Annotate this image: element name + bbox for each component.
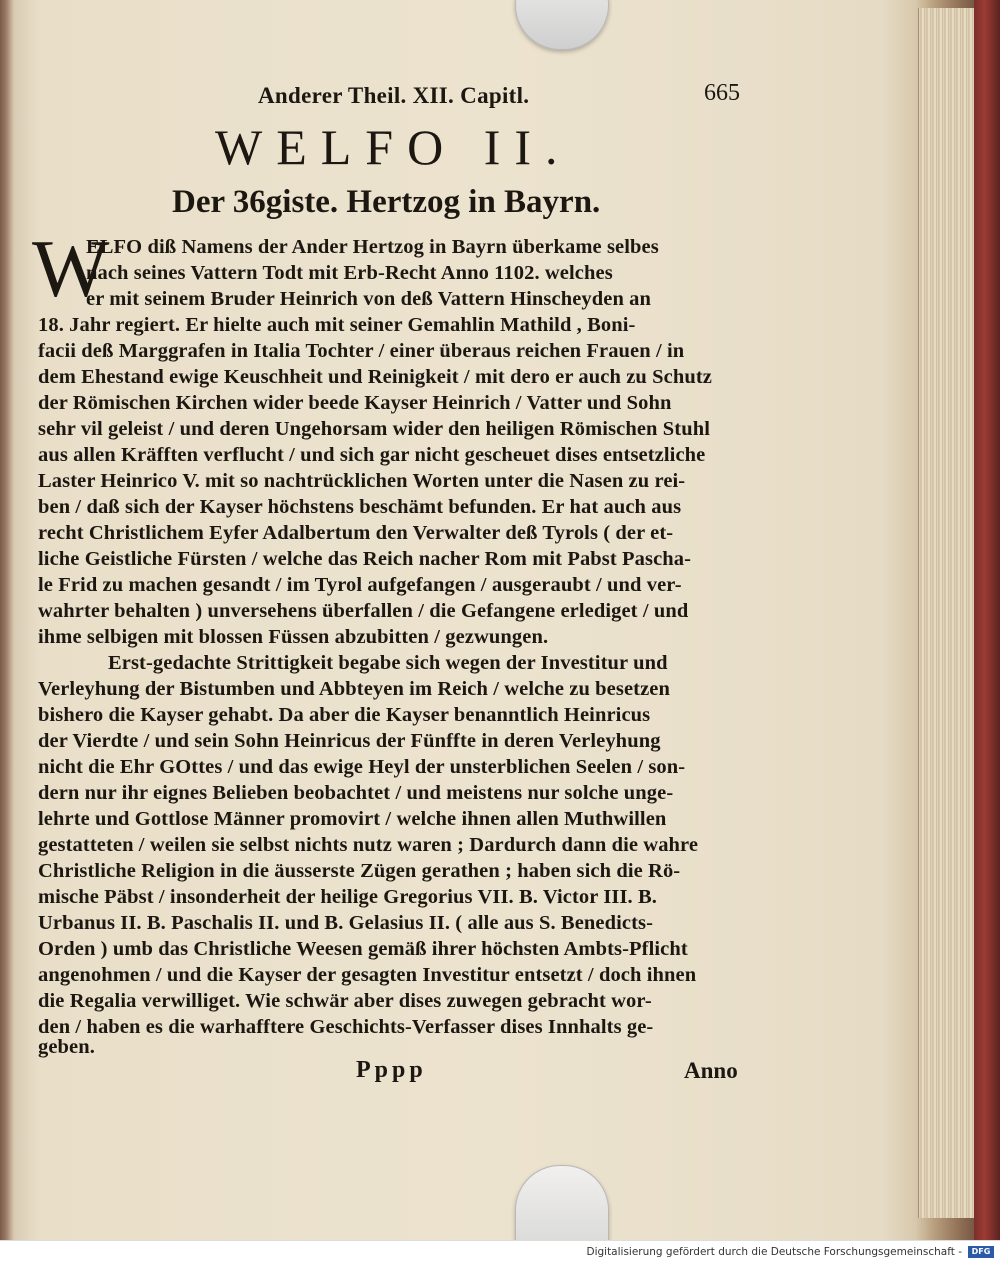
text-line: Laster Heinrico V. mit so nachtrücklichen Worten unter die Nasen zu rei- <box>38 470 686 492</box>
footer-bar <box>0 1240 1000 1264</box>
text-line: aus allen Kräfften verflucht / und sich gar nicht gescheuet dises entsetzliche <box>38 444 706 466</box>
catchword: Anno <box>684 1058 738 1083</box>
dfg-logo[interactable]: DFG <box>968 1246 994 1258</box>
text-line: recht Christlichem Eyfer Adalbertum den Verwalter deß Tyrols ( der et- <box>38 522 674 544</box>
text-line: gestatteten / weilen sie selbst nichts nutz waren ; Dardurch dann die wahre <box>38 834 699 856</box>
text-line: liche Geistliche Fürsten / welche das Reich nacher Rom mit Pabst Pascha- <box>38 548 692 570</box>
text-line: der Römischen Kirchen wider beede Kayser Heinrich / Vatter und Sohn <box>38 392 672 414</box>
text-line: angenohmen / und die Kayser der gesagten Investitur entsetzt / doch ihnen <box>38 964 697 986</box>
drop-cap: W <box>32 223 110 314</box>
text-line: Christliche Religion in die äusserste Zügen gerathen ; haben sich die Rö- <box>38 860 681 882</box>
text-line: dem Ehestand ewige Keuschheit und Reinigkeit / mit dero er auch zu Schutz <box>38 366 712 388</box>
text-line: geben. <box>38 1036 95 1058</box>
text-line: 18. Jahr regiert. Er hielte auch mit seiner Gemahlin Mathild , Boni- <box>38 314 636 336</box>
text-line: bishero die Kayser gehabt. Da aber die Kayser benanntlich Heinricus <box>38 704 651 726</box>
chapter-subtitle: Der 36giste. Hertzog in Bayrn. <box>172 184 601 220</box>
text-line: den / haben es die warhafftere Geschichts-Verfasser dises Innhalts ge- <box>38 1016 654 1038</box>
text-line: die Regalia verwilliget. Wie schwär aber dises zuwegen gebracht wor- <box>38 990 652 1012</box>
text-line: er mit seinem Bruder Heinrich von deß Vattern Hinscheyden an <box>86 288 652 310</box>
funding-notice: Digitalisierung gefördert durch die Deutsche Forschungsgemeinschaft - <box>586 1246 962 1258</box>
text-line: sehr vil geleist / und deren Ungehorsam wider den heiligen Römischen Stuhl <box>38 418 710 440</box>
text-line: mische Päbst / insonderheit der heilige Gregorius VII. B. Victor III. B. <box>38 886 657 908</box>
text-line: Orden ) umb das Christliche Weesen gemäß ihrer höchsten Ambts-Pflicht <box>38 938 688 960</box>
chapter-title: WELFO II. <box>215 119 572 175</box>
page-edges <box>918 8 977 1218</box>
text-line: le Frid zu machen gesandt / im Tyrol aufgefangen / ausgeraubt / und ver- <box>38 574 682 596</box>
text-line: Urbanus II. B. Paschalis II. und B. Gelasius II. ( alle aus S. Benedicts- <box>38 912 654 934</box>
signature-mark: Pppp <box>356 1057 427 1083</box>
text-line: der Vierdte / und sein Sohn Heinricus der Fünffte in deren Verleyhung <box>38 730 661 752</box>
text-line: facii deß Marggrafen in Italia Tochter / einer überaus reichen Frauen / in <box>38 340 685 362</box>
text-line: Verleyhung der Bistumben und Abbteyen im Reich / welche zu besetzen <box>38 678 670 700</box>
page-number: 665 <box>704 80 740 106</box>
text-line: nicht die Ehr GOttes / und das ewige Heyl der unsterblichen Seelen / son- <box>38 756 686 778</box>
running-head: Anderer Theil. XII. Capitl. <box>258 83 530 108</box>
text-line: nach seines Vattern Todt mit Erb-Recht Anno 1102. welches <box>86 262 613 284</box>
text-line: ihme selbigen mit blossen Füssen abzubitten / gezwungen. <box>38 626 549 648</box>
text-line: ben / daß sich der Kayser höchstens beschämt befunden. Er hat auch aus <box>38 496 682 518</box>
text-line: lehrte und Gottlose Männer promovirt / welche ihnen allen Muthwillen <box>38 808 667 830</box>
book-spine <box>974 0 1000 1240</box>
text-line: wahrter behalten ) unversehens überfallen / die Gefangene erlediget / und <box>38 600 689 622</box>
text-line: Erst-gedachte Strittigkeit begabe sich wegen der Investitur und <box>108 652 668 674</box>
text-line: dern nur ihr eignes Belieben beobachtet / und meistens nur solche unge- <box>38 782 674 804</box>
text-line: ELFO diß Namens der Ander Hertzog in Bayrn überkame selbes <box>86 236 659 258</box>
